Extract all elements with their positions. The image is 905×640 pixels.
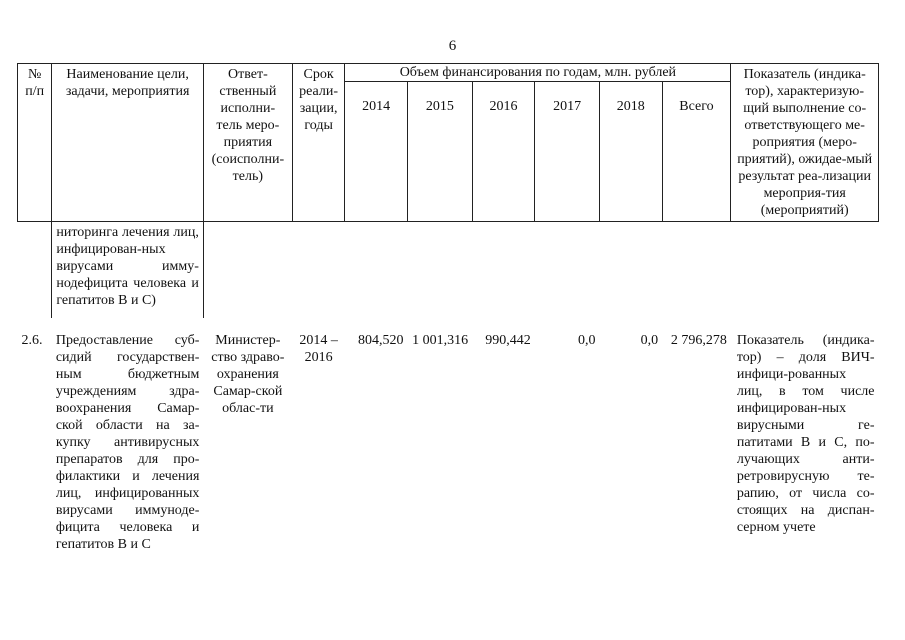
header-year-2016 xyxy=(472,82,535,222)
header-name: Наименование цели, задачи, мероприятия xyxy=(52,64,204,222)
continuation-row xyxy=(18,222,879,319)
table-row xyxy=(18,318,879,555)
row-value-2014: 804,520 xyxy=(358,333,404,348)
row-value-2018: 0,0 xyxy=(640,333,659,348)
header-year-2014 xyxy=(345,82,408,222)
header-year-2015 xyxy=(408,82,473,222)
header-num: № п/п xyxy=(18,64,52,222)
row-term: 2014 – 2016 xyxy=(299,333,338,365)
row-num: 2.6. xyxy=(21,333,43,348)
header-year-label: Всего xyxy=(679,99,714,114)
continuation-name: ниторинга лечения лиц, инфицирован-ных вирусами имму-нодефицита человека и гепатитов В и С) xyxy=(52,222,204,319)
header-year-label: 2016 xyxy=(489,99,518,114)
row-value-2016: 990,442 xyxy=(485,333,531,348)
header-year-2017 xyxy=(535,82,600,222)
row-value-total: 2 796,278 xyxy=(670,333,727,348)
header-funding: Объем финансирования по годам, млн. рублей xyxy=(345,64,731,82)
table-header-row xyxy=(18,64,879,82)
header-year-2018 xyxy=(599,82,662,222)
header-executor: Ответ-ственный исполни-тель меро-приятия (соисполни-тель) xyxy=(203,64,292,222)
header-year-label: 2015 xyxy=(425,99,454,114)
header-term: Срок реали-зации, годы xyxy=(292,64,345,222)
row-value-2017: 0,0 xyxy=(577,333,596,348)
row-value-2015: 1 001,316 xyxy=(412,333,469,348)
page-number: 6 xyxy=(448,38,457,54)
header-year-label: 2014 xyxy=(362,99,391,114)
row-name: Предоставление суб-сидий государствен-ным бюджетным учреждениям здра-воохранения Самар-ской области на за-купку антивирусных препаратов для про-филактики и лечения лиц, инфицированных вирусами иммуноде-фицита человека и гепатитов В и С xyxy=(55,333,200,552)
row-indicator: Показатель (индика-тор) – доля ВИЧ-инфици-рованных лиц, в том числе инфицирован-ных вирусными ге-патитами В и С, по-лучающих анти-ретровирусную те-рапию, от числа со-стоящих на диспан-серном учете xyxy=(736,333,875,535)
header-year-label: 2018 xyxy=(616,99,645,114)
header-total xyxy=(662,82,731,222)
row-executor: Министер-ство здраво-охранения Самар-ской облас-ти xyxy=(211,333,285,416)
header-year-label: 2017 xyxy=(553,99,582,114)
header-indicator: Показатель (индика-тор), характеризую-щий выполнение со-ответствующего ме-роприятия (меро-приятий), ожидае-мый результат реа-лизации мероприя-тия (мероприятий) xyxy=(731,64,879,222)
financing-table xyxy=(17,63,879,555)
